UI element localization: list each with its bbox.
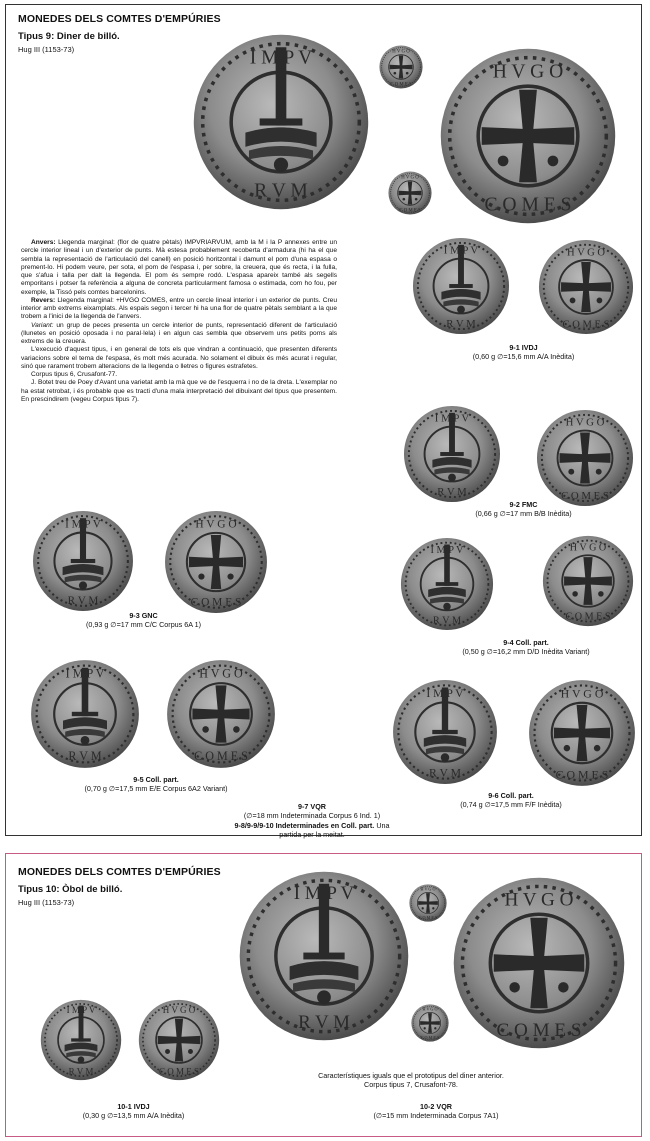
caption-10-1 [26,1102,241,1120]
revers-label: Revers: [31,296,56,304]
revers-text: Llegenda marginal: +HVGO COMES, entre un cercle lineal interior i un exterior de punts. Creu interior amb extrems eixamplats. Als espais segon i tercer hi ha una flor de quatre pètals semblant a la que trobem a l'inici de la llegenda de l'anvers. [21,296,337,321]
ruler-line: Hug III (1153-73) [18,898,75,907]
caption-9-8-id: 9-8/9-9/9-10 Indeterminades en Coll. part. [234,821,375,830]
coin-9-reverse-enlarged [439,47,617,225]
coin-9-1-reverse [538,239,634,335]
coin-9-3-obverse [28,510,138,612]
caption-9-2-desc: (0,66 g ∅=17 mm B/B Inèdita) [475,509,572,518]
caption-9-1-id: 9-1 IVDJ [509,343,538,352]
caption-10-2-desc: (∅=15 mm Indeterminada Corpus 7A1) [373,1111,499,1120]
execution-paragraph: L'execució d'aquest tipus, i en general de tots els que vindran a continuació, que presenten diferents variacions sobre el tema de l'espasa, és molt més acurada. No solament el dibuix és més acurat i regular, sinó que rarament trobem alteracions de la llegenda o lletres o figures estrafetes. [21,346,337,370]
page-title: MONEDES DELS COMTES D'EMPÚRIES [18,866,221,878]
coin-9-obverse-enlarged [192,33,370,211]
type-10-note [281,1071,541,1089]
type-heading: Tipus 10: Òbol de billó. [18,884,123,895]
coin-9-1-obverse [412,237,510,335]
type-heading: Tipus 9: Diner de billó. [18,31,120,42]
coin-9-2-reverse [536,409,634,507]
anvers-text: Llegenda marginal: (flor de quatre pètals) IMPVRIARVUM, amb la M i la P annexes entre un cercle interior lineal i un d'exterior de punts. Mà estesa probablement recoberta d'armadura (hi ha el que sembla la representació de l'articulació del canell) en posició horitzontal i damunt el pom d'una espasa o prement-lo. Hi podem veure, per sota, el pom de l'espasa i, per sobre, la creuera, que és recta, i la fulla, que s'afua i talla per dalt la llegenda. El pom és sempre rodó. L'espasa apareix també als segells emporitans i potser fa referència a alguna de concreta particularment famosa o estimada, com ho fou, per exemple, la Tissó pels comtes barcelonins. [21,239,337,296]
caption-9-7-desc: (∅=18 mm Indeterminada Corpus 6 Ind. 1) [243,811,381,820]
ruler-line: Hug III (1153-73) [18,45,75,54]
botet-paragraph: J. Botet treu de Poey d'Avant una varietat amb la mà que ve de l'esquerra i no de la dreta. L'exemplar no ha estat retrobat, i és probable que es tracti d'una mala interpretació del dibuixant del tipus que presentem. En prescindirem (vegeu Corpus tipus 7). [21,379,337,403]
catalogue-page-tipus-9 [5,4,642,839]
variant-label: Variant: [31,321,54,329]
caption-9-5-id: 9-5 Coll. part. [133,775,179,784]
type-description [21,239,337,404]
caption-9-6 [401,791,621,809]
coin-9-4-reverse [542,535,634,627]
coin-9-reverse-actual-size [388,171,432,215]
coin-9-5-reverse [166,659,276,769]
caption-9-6-id: 9-6 Coll. part. [488,791,534,800]
coin-9-4-obverse [398,537,496,631]
caption-9-1 [416,343,631,361]
caption-9-3-desc: (0,93 g ∅=17 mm C/C Corpus 6A 1) [85,620,202,629]
caption-9-1-desc: (0,60 g ∅=15,6 mm A/A Inèdita) [472,352,575,361]
corpus-reference: Corpus tipus 6, Crusafont-77. [31,371,118,378]
type-10-note-line-1: Característiques iguals que el prototipus del diner anterior. [318,1071,504,1080]
caption-9-2-id: 9-2 FMC [509,500,538,509]
coin-10-obverse-enlarged [238,870,410,1042]
caption-9-3 [36,611,251,629]
coin-9-5-obverse [30,659,140,769]
type-10-note-line-2: Corpus tipus 7, Crusafont-78. [364,1080,458,1089]
coin-9-6-obverse [392,679,498,785]
caption-9-2 [416,500,631,518]
caption-9-7 [202,802,422,820]
caption-9-6-desc: (0,74 g ∅=17,5 mm F/F Inèdita) [460,800,562,809]
caption-9-8-desc-1: Una [376,821,390,830]
caption-9-8-9-10 [202,821,422,839]
anvers-label: Anvers: [31,239,56,246]
coin-10-1-obverse [40,999,122,1081]
caption-10-1-desc: (0,30 g ∅=13,5 mm A/A Inèdita) [82,1111,185,1120]
coin-9-2-obverse [403,405,501,503]
coin-9-obverse-actual-size [379,45,423,89]
caption-9-8-desc-2: partida per la meitat. [279,830,345,839]
caption-9-4 [416,638,636,656]
coin-9-3-reverse [164,510,268,614]
caption-9-5 [36,775,276,793]
coin-10-obverse-actual-size [409,884,447,922]
coin-9-6-reverse [528,679,636,787]
caption-10-2 [326,1102,546,1120]
coin-10-reverse-enlarged [452,876,626,1050]
caption-9-7-id: 9-7 VQR [298,802,326,811]
variant-text: un grup de peces presenta un cercle interior de punts, representació diferent de l'articulació (llunetes en posició oposada i no paral·lela) i en algun cas sembla que observem uns petits poms als extrems de la creuera. [21,321,337,345]
coin-10-reverse-actual-size [411,1004,449,1042]
caption-9-5-desc: (0,70 g ∅=17,5 mm E/E Corpus 6A2 Variant) [84,784,228,793]
caption-10-1-id: 10-1 IVDJ [117,1102,150,1111]
caption-9-4-desc: (0,50 g ∅=16,2 mm D/D Inèdita Variant) [462,647,590,656]
caption-9-3-id: 9-3 GNC [129,611,158,620]
catalogue-page-tipus-10 [5,853,642,1137]
page-title: MONEDES DELS COMTES D'EMPÚRIES [18,13,221,25]
caption-9-4-id: 9-4 Coll. part. [503,638,549,647]
caption-10-2-id: 10-2 VQR [420,1102,452,1111]
coin-10-1-reverse [138,999,220,1081]
